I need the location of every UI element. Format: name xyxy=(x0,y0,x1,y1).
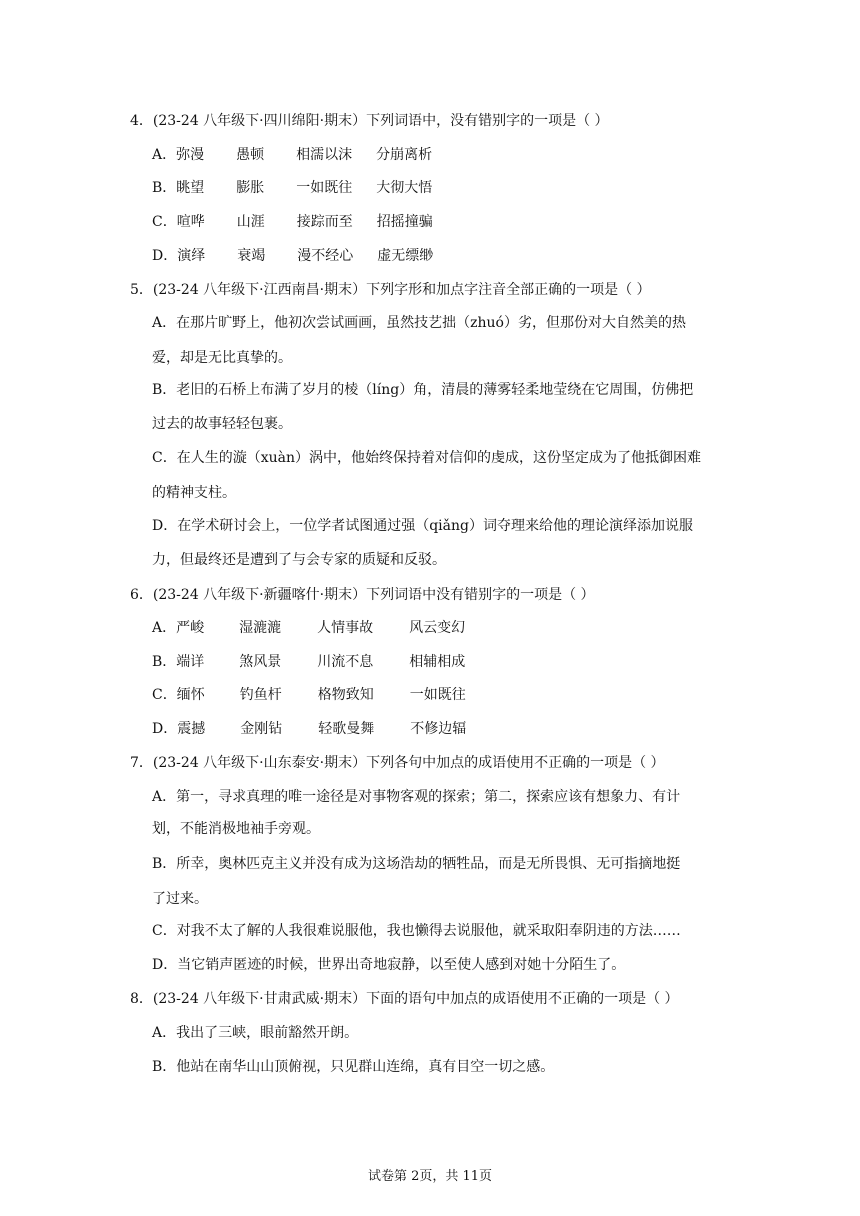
question-5-option-d-line2: 力，但最终还是遭到了与会专家的质疑和反驳。 xyxy=(152,552,446,568)
question-5-option-a-line1: A．在那片旷野上，他初次尝试画画，虽然技艺拙（zhuó）劣，但那份对大自然美的热 xyxy=(152,315,686,331)
question-5-option-c-line1: C．在人生的漩（xuàn）涡中，他始终保持着对信仰的虔成，这份坚定成为了他抵御困难 xyxy=(152,450,701,466)
question-6-option-a: A．严峻 湿漉漉 人情事故 风云变幻 xyxy=(152,620,466,636)
question-7-option-c: C．对我不太了解的人我很难说服他，我也懒得去说服他，就采取阳奉阴违的方法…… xyxy=(152,923,681,939)
question-6-option-d: D．震撼 金刚钻 轻歌曼舞 不修边辐 xyxy=(152,721,467,737)
question-6-option-b: B．端详 煞风景 川流不息 相辅相成 xyxy=(152,654,466,670)
question-5-option-b-line1: B．老旧的石桥上布满了岁月的棱（líng）角，清晨的薄雾轻柔地莹绕在它周围，仿佛把 xyxy=(152,382,694,398)
question-4-stem: 4．(23-24 八年级下·四川绵阳·期末）下列词语中，没有错别字的一项是（ ） xyxy=(130,113,609,129)
question-7-option-b-line2: 了过来。 xyxy=(152,891,208,907)
question-6-stem: 6．(23-24 八年级下·新疆喀什·期末）下列词语中没有错别字的一项是（ ） xyxy=(130,587,595,603)
question-5-stem: 5．(23-24 八年级下·江西南昌·期末）下列字形和加点字注音全部正确的一项是（ ） xyxy=(130,282,651,298)
question-5-option-a-line2: 爱，却是无比真挚的。 xyxy=(152,350,292,366)
question-8-option-a: A．我出了三峡，眼前豁然开朗。 xyxy=(152,1025,359,1041)
question-7-option-d: D．当它销声匿迹的时候，世界出奇地寂静，以至使人感到对她十分陌生了。 xyxy=(152,957,626,973)
question-7-option-a-line2: 划，不能消极地袖手旁观。 xyxy=(152,821,320,837)
question-7-option-b-line1: B．所幸，奥林匹克主义并没有成为这场浩劫的牺牲品，而是无所畏惧、无可指摘地挺 xyxy=(152,856,681,872)
question-8-stem: 8．(23-24 八年级下·甘肃武威·期末）下面的语句中加点的成语使用不正确的一项是（ ） xyxy=(130,991,679,1007)
question-5-option-b-line2: 过去的故事轻轻包裹。 xyxy=(152,416,292,432)
question-4-option-b: B．眺望 膨胀 一如既往 大彻大悟 xyxy=(152,180,433,196)
question-4-option-a: A．弥漫 愚顿 相濡以沫 分崩离析 xyxy=(152,147,433,163)
page-footer: 试卷第 2页，共 11页 xyxy=(367,1169,493,1184)
question-4-option-c: C．喧哗 山涯 接踪而至 招摇撞骗 xyxy=(152,214,433,230)
question-8-option-b: B．他站在南华山山顶俯视，只见群山连绵，真有目空一切之感。 xyxy=(152,1059,555,1075)
question-4-option-d: D．演绎 衰竭 漫不经心 虚无缥缈 xyxy=(152,248,434,264)
question-5-option-d-line1: D．在学术研讨会上，一位学者试图通过强（qiǎng）词夺理来给他的理论演绎添加说服 xyxy=(152,518,693,534)
question-6-option-c: C．缅怀 钓鱼杆 格物致知 一如既往 xyxy=(152,687,466,703)
question-7-option-a-line1: A．第一，寻求真理的唯一途径是对事物客观的探索；第二，探索应该有想象力、有计 xyxy=(152,789,681,805)
question-7-stem: 7．(23-24 八年级下·山东泰安·期末）下列各句中加点的成语使用不正确的一项是（ ） xyxy=(130,755,665,771)
question-5-option-c-line2: 的精神支柱。 xyxy=(152,485,236,501)
